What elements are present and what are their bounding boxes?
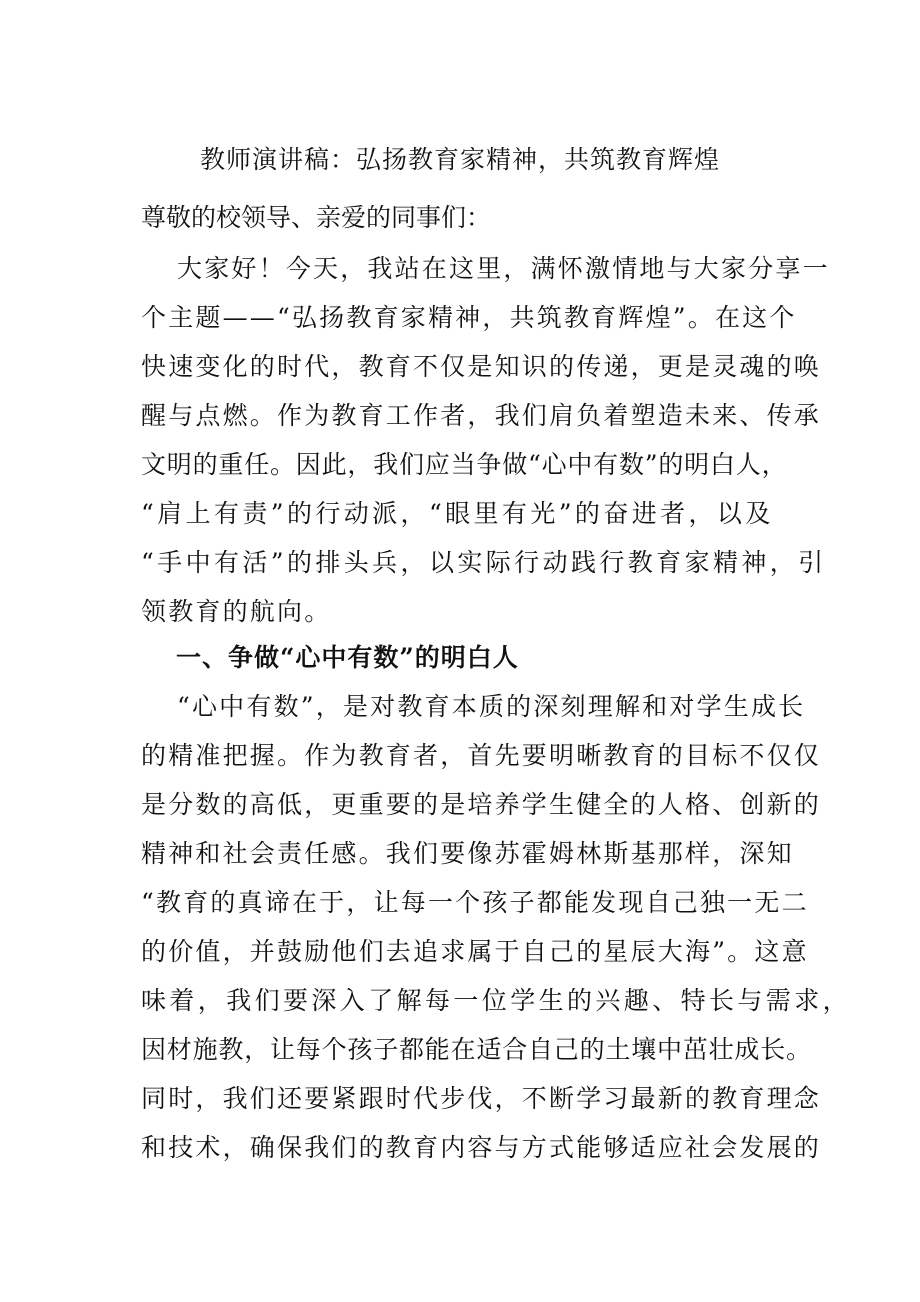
paragraph-line: “肩上有责”的行动派，“眼里有光”的奋进者，以及 (141, 499, 774, 528)
paragraph-line: 的价值，并鼓励他们去追求属于自己的星辰大海”。这意 (141, 937, 809, 966)
paragraph-line: 因材施教，让每个孩子都能在适合自己的土壤中茁壮成长。 (141, 1035, 812, 1064)
paragraph-line: “心中有数”，是对教育本质的深刻理解和对学生成长 (177, 692, 806, 721)
section-heading: 一、争做“心中有数”的明白人 (176, 643, 519, 672)
paragraph-line: 同时，我们还要紧跟时代步伐，不断学习最新的教育理念 (141, 1084, 822, 1113)
paragraph-line: 个主题——“弘扬教育家精神，共筑教育辉煌”。在这个 (141, 303, 797, 332)
paragraph-line: 领教育的航向。 (141, 597, 332, 626)
paragraph-line: 大家好！今天，我站在这里，满怀激情地与大家分享一 (177, 254, 830, 283)
paragraph-line: “教育的真谛在于，让每一个孩子都能发现自己独一无二 (141, 888, 809, 917)
salutation: 尊敬的校领导、亲爱的同事们： (141, 203, 492, 232)
paragraph-line: 文明的重任。因此，我们应当争做“心中有数”的明白人， (141, 450, 788, 479)
paragraph-line: 精神和社会责任感。我们要像苏霍姆林斯基那样，深知 (141, 839, 794, 868)
paragraph-line: “手中有活”的排头兵，以实际行动践行教育家精神，引 (141, 548, 827, 577)
paragraph-section-one (141, 682, 852, 1172)
paragraph-line: 是分数的高低，更重要的是培养学生健全的人格、创新的 (141, 790, 822, 819)
document-title: 教师演讲稿：弘扬教育家精神，共筑教育辉煌 (199, 145, 720, 174)
paragraph-line: 味着，我们要深入了解每一位学生的兴趣、特长与需求， (141, 986, 852, 1015)
paragraph-line: 和技术，确保我们的教育内容与方式能够适应社会发展的 (141, 1133, 822, 1162)
paragraph-line: 快速变化的时代，教育不仅是知识的传递，更是灵魂的唤 (141, 352, 822, 381)
paragraph-line: 的精准把握。作为教育者，首先要明晰教育的目标不仅仅 (141, 741, 822, 770)
paragraph-line: 醒与点燃。作为教育工作者，我们肩负着塑造未来、传承 (141, 401, 822, 430)
paragraph-opening (141, 244, 830, 636)
